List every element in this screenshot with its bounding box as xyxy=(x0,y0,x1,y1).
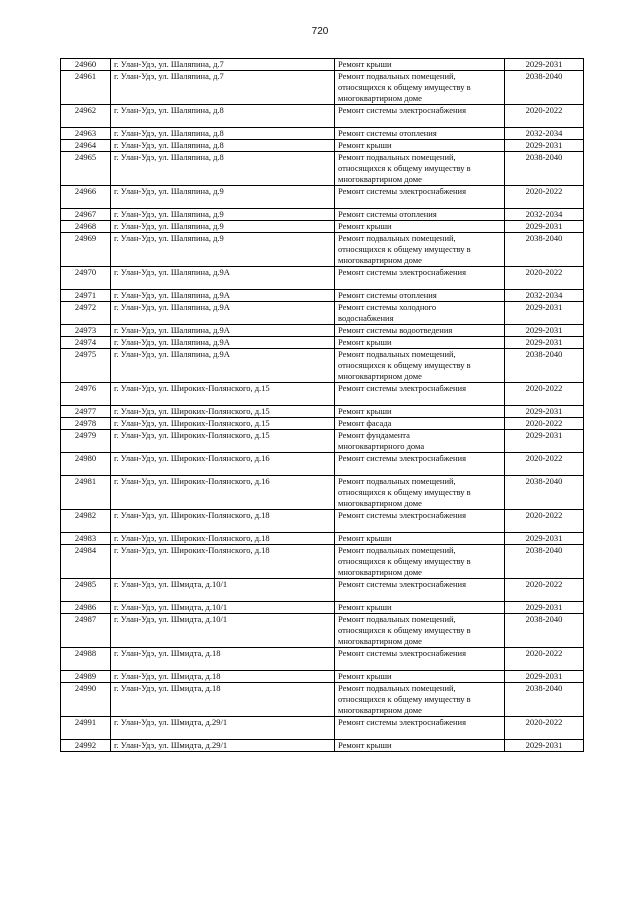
row-number-cell: 24988 xyxy=(61,648,111,671)
work-type-line: многоквартирном доме xyxy=(338,174,422,184)
period-cell: 2032-2034 xyxy=(505,209,584,221)
work-type-cell xyxy=(335,453,505,476)
period-cell: 2029-2031 xyxy=(505,406,584,418)
address-cell: г. Улан-Удэ, ул. Шаляпина, д.8 xyxy=(111,152,335,186)
address-cell: г. Улан-Удэ, ул. Шмидта, д.10/1 xyxy=(111,579,335,602)
period-cell: 2029-2031 xyxy=(505,430,584,453)
table-body xyxy=(61,59,584,752)
work-type-line: Ремонт крыши xyxy=(338,221,392,231)
table-row xyxy=(61,579,584,602)
table-row xyxy=(61,476,584,510)
row-number-cell: 24992 xyxy=(61,740,111,752)
period-cell: 2020-2022 xyxy=(505,105,584,128)
row-number-cell: 24967 xyxy=(61,209,111,221)
work-type-line: Ремонт системы электроснабжения xyxy=(338,105,467,115)
address-cell: г. Улан-Удэ, ул. Шаляпина, д.9А xyxy=(111,349,335,383)
address-cell: г. Улан-Удэ, ул. Шмидта, д.29/1 xyxy=(111,717,335,740)
work-type-line: Ремонт фасада xyxy=(338,418,392,428)
work-type-line: Ремонт системы электроснабжения xyxy=(338,717,467,727)
address-cell: г. Улан-Удэ, ул. Шаляпина, д.9А xyxy=(111,267,335,290)
work-type-line: многоквартирном доме xyxy=(338,255,422,265)
table-row xyxy=(61,614,584,648)
address-cell: г. Улан-Удэ, ул. Широких-Полянского, д.15 xyxy=(111,430,335,453)
work-type-line: Ремонт системы электроснабжения xyxy=(338,453,467,463)
work-type-cell xyxy=(335,683,505,717)
work-type-cell xyxy=(335,545,505,579)
work-type-cell xyxy=(335,221,505,233)
row-number-cell: 24962 xyxy=(61,105,111,128)
row-number-cell: 24963 xyxy=(61,128,111,140)
period-cell: 2029-2031 xyxy=(505,140,584,152)
table-row xyxy=(61,105,584,128)
work-type-cell xyxy=(335,602,505,614)
address-cell: г. Улан-Удэ, ул. Шаляпина, д.9А xyxy=(111,302,335,325)
table-row xyxy=(61,186,584,209)
work-type-cell xyxy=(335,418,505,430)
work-type-cell xyxy=(335,209,505,221)
period-cell: 2038-2040 xyxy=(505,233,584,267)
period-cell: 2020-2022 xyxy=(505,418,584,430)
row-number-cell: 24981 xyxy=(61,476,111,510)
period-cell: 2038-2040 xyxy=(505,349,584,383)
row-number-cell: 24971 xyxy=(61,290,111,302)
work-type-line: Ремонт крыши xyxy=(338,602,392,612)
work-type-line: многоквартирного дома xyxy=(338,441,425,451)
row-number-cell: 24975 xyxy=(61,349,111,383)
address-cell: г. Улан-Удэ, ул. Шаляпина, д.9А xyxy=(111,325,335,337)
work-type-line: относящихся к общему имуществу в xyxy=(338,244,471,254)
address-cell: г. Улан-Удэ, ул. Шмидта, д.18 xyxy=(111,671,335,683)
address-cell: г. Улан-Удэ, ул. Шаляпина, д.9А xyxy=(111,337,335,349)
work-type-line: относящихся к общему имуществу в xyxy=(338,360,471,370)
row-number-cell: 24978 xyxy=(61,418,111,430)
period-cell: 2020-2022 xyxy=(505,579,584,602)
period-cell: 2029-2031 xyxy=(505,325,584,337)
table-row xyxy=(61,233,584,267)
period-cell: 2020-2022 xyxy=(505,267,584,290)
address-cell: г. Улан-Удэ, ул. Шмидта, д.10/1 xyxy=(111,602,335,614)
work-type-line: Ремонт подвальных помещений, xyxy=(338,476,456,486)
work-type-cell xyxy=(335,186,505,209)
work-type-line: Ремонт крыши xyxy=(338,740,392,750)
period-cell: 2020-2022 xyxy=(505,717,584,740)
period-cell: 2020-2022 xyxy=(505,186,584,209)
work-type-cell xyxy=(335,383,505,406)
work-type-line: относящихся к общему имуществу в xyxy=(338,163,471,173)
work-type-cell xyxy=(335,579,505,602)
address-cell: г. Улан-Удэ, ул. Шаляпина, д.9 xyxy=(111,186,335,209)
work-type-line: Ремонт подвальных помещений, xyxy=(338,152,456,162)
row-number-cell: 24991 xyxy=(61,717,111,740)
address-cell: г. Улан-Удэ, ул. Широких-Полянского, д.18 xyxy=(111,533,335,545)
table-row xyxy=(61,453,584,476)
period-cell: 2029-2031 xyxy=(505,671,584,683)
period-cell: 2038-2040 xyxy=(505,683,584,717)
row-number-cell: 24990 xyxy=(61,683,111,717)
work-type-line: Ремонт крыши xyxy=(338,533,392,543)
work-type-line: Ремонт подвальных помещений, xyxy=(338,683,456,693)
table-row xyxy=(61,740,584,752)
work-type-line: многоквартирном доме xyxy=(338,567,422,577)
work-type-cell xyxy=(335,59,505,71)
period-cell: 2038-2040 xyxy=(505,71,584,105)
work-type-line: Ремонт крыши xyxy=(338,59,392,69)
address-cell: г. Улан-Удэ, ул. Шмидта, д.29/1 xyxy=(111,740,335,752)
table-row xyxy=(61,325,584,337)
work-type-cell xyxy=(335,648,505,671)
work-type-line: Ремонт системы электроснабжения xyxy=(338,510,467,520)
address-cell: г. Улан-Удэ, ул. Шаляпина, д.8 xyxy=(111,105,335,128)
work-type-line: относящихся к общему имуществу в xyxy=(338,487,471,497)
work-type-cell xyxy=(335,510,505,533)
address-cell: г. Улан-Удэ, ул. Шмидта, д.18 xyxy=(111,648,335,671)
work-type-cell xyxy=(335,290,505,302)
row-number-cell: 24985 xyxy=(61,579,111,602)
work-type-line: Ремонт системы электроснабжения xyxy=(338,267,467,277)
row-number-cell: 24974 xyxy=(61,337,111,349)
row-number-cell: 24976 xyxy=(61,383,111,406)
table-row xyxy=(61,430,584,453)
work-type-line: многоквартирном доме xyxy=(338,498,422,508)
work-type-line: многоквартирном доме xyxy=(338,93,422,103)
row-number-cell: 24986 xyxy=(61,602,111,614)
address-cell: г. Улан-Удэ, ул. Шмидта, д.18 xyxy=(111,683,335,717)
table-row xyxy=(61,533,584,545)
table-row xyxy=(61,683,584,717)
table-row xyxy=(61,209,584,221)
address-cell: г. Улан-Удэ, ул. Широких-Полянского, д.18 xyxy=(111,510,335,533)
repair-schedule-table xyxy=(60,58,584,752)
work-type-line: многоквартирном доме xyxy=(338,705,422,715)
period-cell: 2020-2022 xyxy=(505,648,584,671)
work-type-cell xyxy=(335,325,505,337)
work-type-cell xyxy=(335,406,505,418)
work-type-line: Ремонт системы электроснабжения xyxy=(338,186,467,196)
work-type-cell xyxy=(335,105,505,128)
row-number-cell: 24984 xyxy=(61,545,111,579)
work-type-cell xyxy=(335,267,505,290)
table-row xyxy=(61,221,584,233)
address-cell: г. Улан-Удэ, ул. Широких-Полянского, д.18 xyxy=(111,545,335,579)
table-row xyxy=(61,290,584,302)
row-number-cell: 24969 xyxy=(61,233,111,267)
row-number-cell: 24979 xyxy=(61,430,111,453)
work-type-line: относящихся к общему имуществу в xyxy=(338,625,471,635)
work-type-cell xyxy=(335,128,505,140)
address-cell: г. Улан-Удэ, ул. Широких-Полянского, д.16 xyxy=(111,453,335,476)
work-type-cell xyxy=(335,614,505,648)
work-type-line: Ремонт подвальных помещений, xyxy=(338,614,456,624)
row-number-cell: 24972 xyxy=(61,302,111,325)
address-cell: г. Улан-Удэ, ул. Широких-Полянского, д.16 xyxy=(111,476,335,510)
row-number-cell: 24987 xyxy=(61,614,111,648)
work-type-cell xyxy=(335,152,505,186)
row-number-cell: 24968 xyxy=(61,221,111,233)
row-number-cell: 24970 xyxy=(61,267,111,290)
period-cell: 2029-2031 xyxy=(505,221,584,233)
period-cell: 2020-2022 xyxy=(505,453,584,476)
period-cell: 2038-2040 xyxy=(505,476,584,510)
table-row xyxy=(61,337,584,349)
address-cell: г. Улан-Удэ, ул. Шаляпина, д.8 xyxy=(111,128,335,140)
work-type-cell xyxy=(335,337,505,349)
period-cell: 2029-2031 xyxy=(505,337,584,349)
work-type-line: Ремонт системы водоотведения xyxy=(338,325,453,335)
row-number-cell: 24989 xyxy=(61,671,111,683)
work-type-line: Ремонт подвальных помещений, xyxy=(338,545,456,555)
address-cell: г. Улан-Удэ, ул. Шаляпина, д.7 xyxy=(111,59,335,71)
table-row xyxy=(61,128,584,140)
table-row xyxy=(61,418,584,430)
address-cell: г. Улан-Удэ, ул. Шмидта, д.10/1 xyxy=(111,614,335,648)
period-cell: 2032-2034 xyxy=(505,128,584,140)
period-cell: 2029-2031 xyxy=(505,740,584,752)
period-cell: 2038-2040 xyxy=(505,614,584,648)
address-cell: г. Улан-Удэ, ул. Широких-Полянского, д.15 xyxy=(111,383,335,406)
work-type-line: Ремонт системы отопления xyxy=(338,290,437,300)
work-type-line: относящихся к общему имуществу в xyxy=(338,694,471,704)
work-type-cell xyxy=(335,349,505,383)
row-number-cell: 24982 xyxy=(61,510,111,533)
address-cell: г. Улан-Удэ, ул. Шаляпина, д.9А xyxy=(111,290,335,302)
table-row xyxy=(61,602,584,614)
row-number-cell: 24977 xyxy=(61,406,111,418)
work-type-cell xyxy=(335,430,505,453)
address-cell: г. Улан-Удэ, ул. Шаляпина, д.7 xyxy=(111,71,335,105)
work-type-line: Ремонт подвальных помещений, xyxy=(338,233,456,243)
table-row xyxy=(61,648,584,671)
work-type-line: водоснабжения xyxy=(338,313,394,323)
work-type-line: Ремонт крыши xyxy=(338,337,392,347)
table-row xyxy=(61,383,584,406)
period-cell: 2029-2031 xyxy=(505,59,584,71)
table-row xyxy=(61,71,584,105)
period-cell: 2029-2031 xyxy=(505,302,584,325)
table-row xyxy=(61,510,584,533)
table-row xyxy=(61,302,584,325)
period-cell: 2029-2031 xyxy=(505,533,584,545)
table-row xyxy=(61,59,584,71)
work-type-line: относящихся к общему имуществу в xyxy=(338,82,471,92)
work-type-cell xyxy=(335,740,505,752)
period-cell: 2038-2040 xyxy=(505,152,584,186)
row-number-cell: 24973 xyxy=(61,325,111,337)
work-type-line: Ремонт крыши xyxy=(338,671,392,681)
table-row xyxy=(61,406,584,418)
work-type-line: многоквартирном доме xyxy=(338,636,422,646)
work-type-cell xyxy=(335,476,505,510)
address-cell: г. Улан-Удэ, ул. Шаляпина, д.9 xyxy=(111,233,335,267)
table-row xyxy=(61,267,584,290)
work-type-line: Ремонт системы отопления xyxy=(338,128,437,138)
work-type-line: Ремонт крыши xyxy=(338,406,392,416)
work-type-line: Ремонт подвальных помещений, xyxy=(338,71,456,81)
address-cell: г. Улан-Удэ, ул. Широких-Полянского, д.15 xyxy=(111,406,335,418)
work-type-cell xyxy=(335,71,505,105)
row-number-cell: 24960 xyxy=(61,59,111,71)
address-cell: г. Улан-Удэ, ул. Шаляпина, д.9 xyxy=(111,221,335,233)
period-cell: 2020-2022 xyxy=(505,383,584,406)
address-cell: г. Улан-Удэ, ул. Шаляпина, д.8 xyxy=(111,140,335,152)
period-cell: 2020-2022 xyxy=(505,510,584,533)
period-cell: 2029-2031 xyxy=(505,602,584,614)
work-type-cell xyxy=(335,671,505,683)
work-type-line: Ремонт системы электроснабжения xyxy=(338,383,467,393)
table-row xyxy=(61,671,584,683)
work-type-cell xyxy=(335,302,505,325)
work-type-line: многоквартирном доме xyxy=(338,371,422,381)
work-type-line: Ремонт подвальных помещений, xyxy=(338,349,456,359)
table-row xyxy=(61,349,584,383)
work-type-line: Ремонт системы отопления xyxy=(338,209,437,219)
work-type-cell xyxy=(335,533,505,545)
work-type-line: относящихся к общему имуществу в xyxy=(338,556,471,566)
table-row xyxy=(61,717,584,740)
work-type-line: Ремонт системы электроснабжения xyxy=(338,648,467,658)
table-row xyxy=(61,545,584,579)
address-cell: г. Улан-Удэ, ул. Широких-Полянского, д.15 xyxy=(111,418,335,430)
work-type-line: Ремонт крыши xyxy=(338,140,392,150)
page-number: 720 xyxy=(311,26,329,37)
work-type-line: Ремонт фундамента xyxy=(338,430,410,440)
period-cell: 2038-2040 xyxy=(505,545,584,579)
address-cell: г. Улан-Удэ, ул. Шаляпина, д.9 xyxy=(111,209,335,221)
work-type-line: Ремонт системы холодного xyxy=(338,302,437,312)
row-number-cell: 24983 xyxy=(61,533,111,545)
row-number-cell: 24961 xyxy=(61,71,111,105)
row-number-cell: 24966 xyxy=(61,186,111,209)
table-row xyxy=(61,140,584,152)
work-type-line: Ремонт системы электроснабжения xyxy=(338,579,467,589)
row-number-cell: 24980 xyxy=(61,453,111,476)
period-cell: 2032-2034 xyxy=(505,290,584,302)
work-type-cell xyxy=(335,233,505,267)
row-number-cell: 24964 xyxy=(61,140,111,152)
work-type-cell xyxy=(335,140,505,152)
table-row xyxy=(61,152,584,186)
work-type-cell xyxy=(335,717,505,740)
row-number-cell: 24965 xyxy=(61,152,111,186)
